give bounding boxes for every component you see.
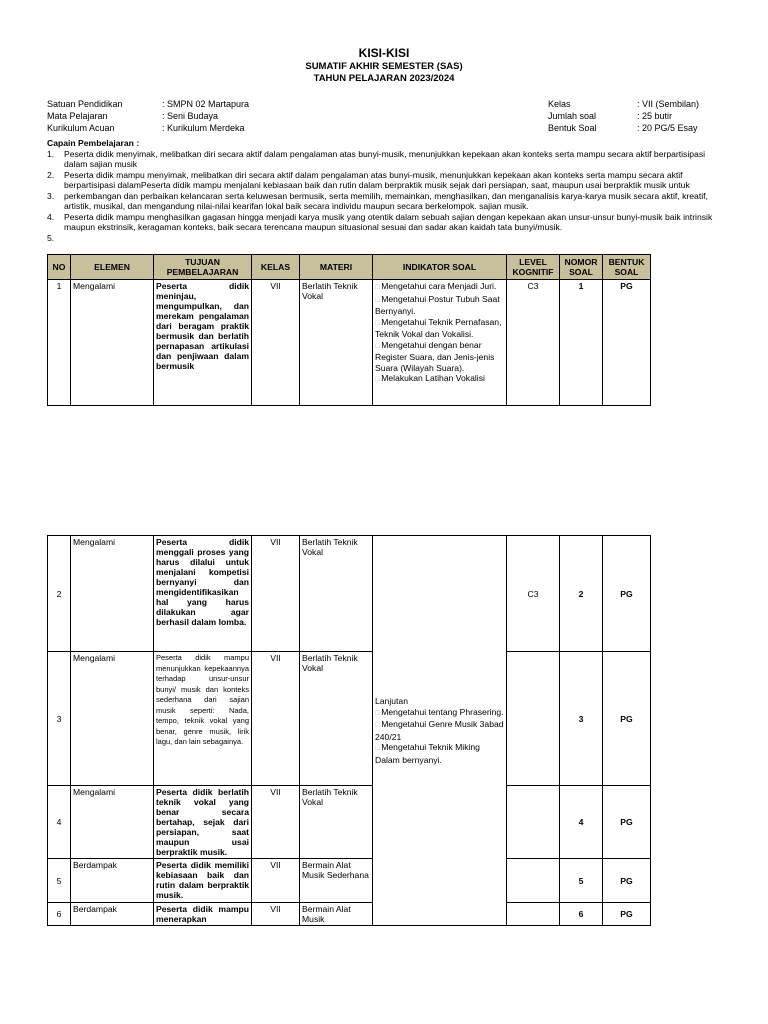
cell-bentuk: PG — [603, 786, 651, 859]
capaian-num: 3. — [47, 190, 55, 201]
cell-tujuan: Peserta didik memiliki kebiasaan baik dan rutin dalam berpraktik musik. — [154, 859, 252, 903]
capaian-num: 2. — [47, 169, 55, 180]
capaian-item — [47, 212, 727, 233]
cell-no: 2 — [48, 536, 71, 652]
cell-tujuan: Peserta didik menggali proses yang harus dilalui untuk menjalani kompetisi bernyanyi dan mengidentifikasikan hal yang harus dilakukan agar berhasil dalam lomba. — [154, 536, 252, 652]
info-value: : Kurikulum Merdeka — [162, 123, 245, 133]
indikator-line: □ Mengetahui cara Menjadi Juri. — [375, 281, 504, 294]
indikator-line: Teknik Vokal dan Vokalisi. — [375, 329, 474, 339]
cell-kelas: VII — [252, 652, 300, 786]
info-left — [47, 98, 249, 134]
capaian-text: Peserta didik menyimak, melibatkan diri secara aktif dalam pengalaman atas bunyi-musik, menunjukkan kepekaan akan konteks serta mampu secara aktif berpartisipasi dalam sajian musik — [64, 148, 706, 169]
cell-tujuan: Peserta didik berlatih teknik vokal yang benar secara bertahap, sejak dari persiapan, saat maupun usai berpraktik musik. — [154, 786, 252, 859]
capaian-item — [47, 149, 727, 170]
indikator-line: □ Melakukan Latihan Vokalisi — [375, 373, 504, 386]
cell-level — [507, 859, 560, 903]
doc-year: TAHUN PELAJARAN 2023/2024 — [313, 73, 455, 84]
cell-kelas: VII — [252, 280, 300, 406]
cell-level — [507, 786, 560, 859]
cell-level: C3 — [507, 280, 560, 406]
header-cell: MATERI — [300, 255, 373, 280]
info-key: Kurikulum Acuan — [47, 123, 115, 133]
cell-bentuk: PG — [603, 903, 651, 926]
cell-materi: Berlatih Teknik Vokal — [300, 536, 373, 652]
cell-level: C3 — [507, 536, 560, 652]
capaian-text: Peserta didik mampu menyimak, melibatkan diri secara aktif dalam pengalaman atas bunyi-musik, menunjukkan kepekaan akan konteks serta mampu secara aktif berpartisipasi dalamPeserta didik mampu menjalani kebiasaan baik dan rutin dalam berpraktik musik sejak dari persiapan, saat, maupun usai berpraktik musik untuk — [64, 169, 690, 190]
info-value: : 25 butir — [637, 111, 673, 121]
cell-nomor: 1 — [560, 280, 603, 406]
cell-kelas: VII — [252, 903, 300, 926]
kisi-table-page1 — [47, 254, 651, 406]
info-key: Mata Pelajaran — [47, 111, 108, 121]
cell-tujuan: Peserta didik meninjau, mengumpulkan, dan merekam pengalaman dari beragam praktik bermusik dan berlatih pernapasan artikulasi dan penjiwaan dalam bermusik — [154, 280, 252, 406]
indikator-line: □ Mengetahui tentang Phrasering. — [375, 707, 504, 720]
cell-tujuan: Peserta didik mampu menerapkan — [154, 903, 252, 926]
table-row — [48, 652, 651, 786]
capaian-num: 4. — [47, 211, 55, 222]
cell-level — [507, 652, 560, 786]
capaian-text: Peserta didik mampu menghasilkan gagasan hingga menjadi karya musik yang otentik dalam sebuah sajian dengan kepekaan akan unsur-unsur bunyi-musik baik intrinsik maupun ekstrinsik, keragaman konteks, baik secara terencana maupun situasional sesuai dan sadar akan kaidah tata bunyi/musik. — [64, 211, 713, 232]
cell-nomor: 2 — [560, 536, 603, 652]
cell-no: 5 — [48, 859, 71, 903]
cell-bentuk: PG — [603, 536, 651, 652]
header-cell: INDIKATOR SOAL — [373, 255, 507, 280]
cell-materi: Bermain Alat Musik Sederhana — [300, 859, 373, 903]
indikator-line: 240/21 — [375, 731, 402, 742]
cell-kelas: VII — [252, 536, 300, 652]
header-cell: LEVEL KOGNITIF — [507, 255, 560, 280]
info-key: Bentuk Soal — [548, 123, 597, 133]
cell-no: 6 — [48, 903, 71, 926]
header-cell: NOMOR SOAL — [560, 255, 603, 280]
table-row — [48, 786, 651, 859]
header-cell: KELAS — [252, 255, 300, 280]
indikator-line: □ Mengetahui Postur Tubuh Saat — [375, 294, 504, 307]
indikator-line: Lanjutan — [375, 696, 408, 706]
cell-indikator — [373, 280, 507, 406]
cell-level — [507, 903, 560, 926]
indikator-line: □ Mengetahui Genre Musik 3abad — [375, 719, 504, 732]
table-row — [48, 536, 651, 652]
indikator-line: Bernyanyi. — [375, 306, 416, 316]
capaian-item — [47, 191, 727, 212]
table-row — [48, 859, 651, 903]
cell-nomor: 4 — [560, 786, 603, 859]
cell-nomor: 5 — [560, 859, 603, 903]
cell-no: 3 — [48, 652, 71, 786]
cell-elemen: Mengalami — [71, 536, 154, 652]
cell-no: 4 — [48, 786, 71, 859]
header-cell: TUJUAN PEMBELAJARAN — [154, 255, 252, 280]
header-cell: NO — [48, 255, 71, 280]
cell-materi: Bermain Alat Musik — [300, 903, 373, 926]
capaian-title: Capain Pembelajaran : — [47, 138, 140, 148]
doc-title: KISI-KISI — [358, 46, 410, 60]
cell-elemen: Berdampak — [71, 903, 154, 926]
info-key: Jumlah soal — [548, 111, 597, 121]
kisi-table-page2 — [47, 535, 651, 926]
capaian-text: perkembangan dan perbaikan kelancaran serta keluwesan bermusik, serta memilih, memainkan, menghasilkan, dan menganalisis karya-karya musik secara aktif, kreatif, artistik, musikal, dan mengandung nilai-nilai kearifan lokal baik secara individu maupun secara berkelompok. sajian musik. — [64, 190, 708, 211]
cell-kelas: VII — [252, 859, 300, 903]
capaian-item — [47, 170, 727, 191]
info-value: : Seni Budaya — [162, 111, 219, 121]
capaian-num: 5. — [47, 232, 55, 243]
table-row — [48, 280, 651, 406]
capaian-item — [47, 233, 727, 244]
indikator-line: □ Mengetahui dengan benar Register Suara, dan Jenis-jenis Suara (Wilayah Suara). — [375, 340, 504, 374]
cell-elemen: Mengalami — [71, 280, 154, 406]
cell-bentuk: PG — [603, 652, 651, 786]
cell-elemen: Mengalami — [71, 652, 154, 786]
table-header-row — [48, 255, 651, 280]
cell-bentuk: PG — [603, 280, 651, 406]
info-value: : SMPN 02 Martapura — [162, 99, 250, 109]
capaian-num: 1. — [47, 148, 55, 159]
indikator-line: □ Mengetahui Teknik Pernafasan, — [375, 317, 504, 330]
info-key: Kelas — [548, 99, 571, 109]
doc-subtitle: SUMATIF AKHIR SEMESTER (SAS) — [305, 61, 463, 72]
cell-elemen: Berdampak — [71, 859, 154, 903]
cell-materi: Berlatih Teknik Vokal — [300, 280, 373, 406]
cell-tujuan: Peserta didik mampu menunjukkan kepekaannya terhadap unsur-unsur bunyi/ musik dan konteks sederhana dari sajian musik seperti: Nada, tempo, teknik vokal yang benar, genre musik, lirik lagu, dan lain sebagainya. — [154, 652, 252, 786]
cell-kelas: VII — [252, 786, 300, 859]
capaian-text — [64, 233, 727, 244]
cell-materi: Berlatih Teknik Vokal — [300, 786, 373, 859]
cell-bentuk: PG — [603, 859, 651, 903]
cell-materi: Berlatih Teknik Vokal — [300, 652, 373, 786]
table-row — [48, 903, 651, 926]
cell-no: 1 — [48, 280, 71, 406]
indikator-line: □ Mengetahui Teknik Miking Dalam bernyanyi. — [375, 742, 504, 765]
cell-indikator — [373, 536, 507, 926]
info-key: Satuan Pendidikan — [47, 99, 123, 109]
header-cell: ELEMEN — [71, 255, 154, 280]
info-value: : 20 PG/5 Esay — [637, 123, 698, 133]
info-value: : VII (Sembilan) — [637, 99, 700, 109]
header-cell: BENTUK SOAL — [603, 255, 651, 280]
cell-nomor: 3 — [560, 652, 603, 786]
cell-elemen: Mengalami — [71, 786, 154, 859]
capaian-section — [47, 138, 727, 243]
info-right — [548, 98, 699, 134]
cell-nomor: 6 — [560, 903, 603, 926]
